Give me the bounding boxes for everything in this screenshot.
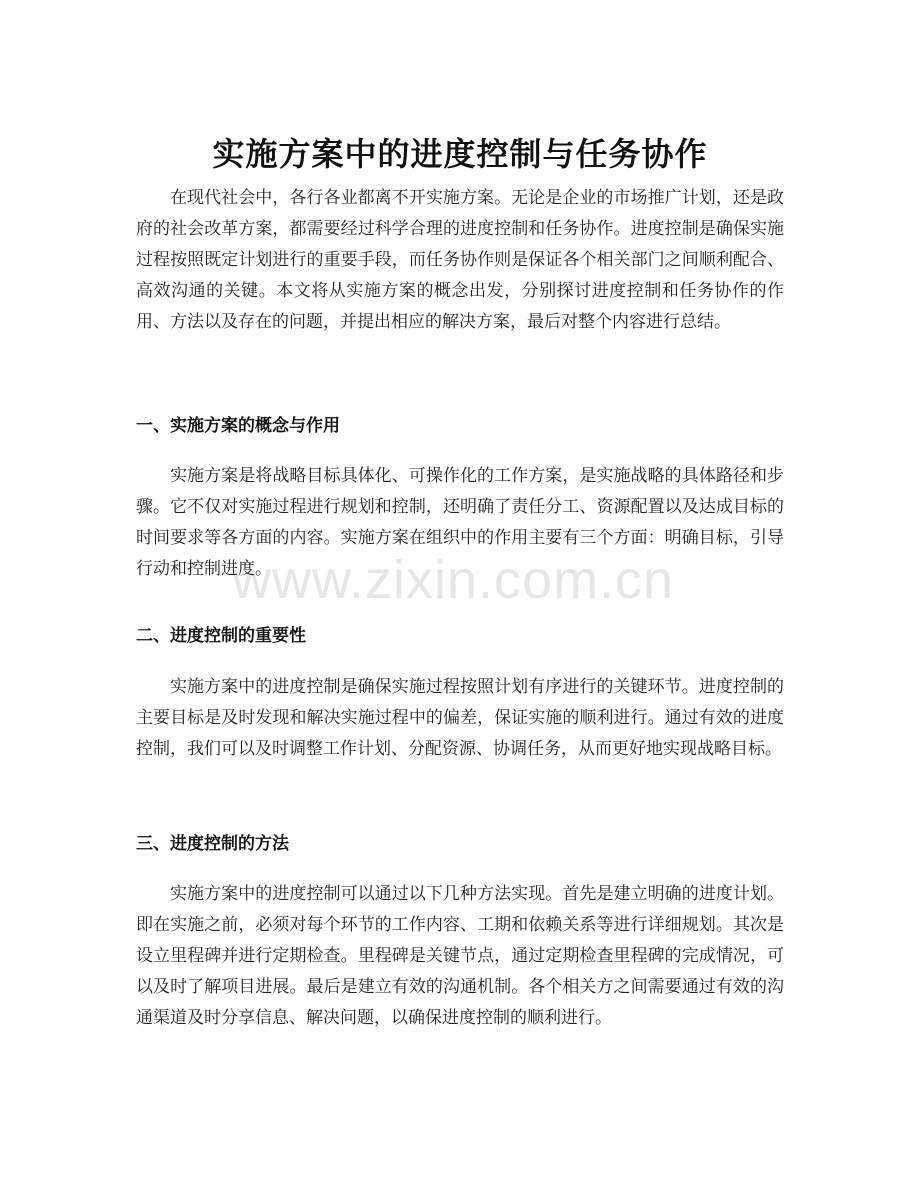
section-heading-3: 三、进度控制的方法 — [136, 834, 289, 854]
section-body-2: 实施方案中的进度控制是确保实施过程按照计划有序进行的关键环节。进度控制的主要目标是及时发现和解决实施过程中的偏差，保证实施的顺利进行。通过有效的进度控制，我们可以及时调整工作计划、分配资源、协调任务，从而更好地实现战略目标。 — [136, 677, 784, 759]
section-body-3: 实施方案中的进度控制可以通过以下几种方法实现。首先是建立明确的进度计划。即在实施之前，必须对每个环节的工作内容、工期和依赖关系等进行详细规划。其次是设立里程碑并进行定期检查。里程碑是关键节点，通过定期检查里程碑的完成情况，可以及时了解项目进展。最后是建立有效的沟通机制。各个相关方之间需要通过有效的沟通渠道及时分享信息、解决问题，以确保进度控制的顺利进行。 — [136, 884, 784, 1028]
section-heading-1: 一、实施方案的概念与作用 — [136, 416, 340, 436]
section-heading-2: 二、进度控制的重要性 — [136, 626, 306, 646]
section-body-1: 实施方案是将战略目标具体化、可操作化的工作方案，是实施战略的具体路径和步骤。它不仅对实施过程进行规划和控制，还明确了责任分工、资源配置以及达成目标的时间要求等各方面的内容。实施方案在组织中的作用主要有三个方面：明确目标，引导行动和控制进度。 — [136, 466, 784, 579]
document-title: 实施方案中的进度控制与任务协作 — [212, 135, 708, 174]
intro-paragraph: 在现代社会中，各行各业都离不开实施方案。无论是企业的市场推广计划，还是政府的社会改革方案，都需要经过科学合理的进度控制和任务协作。进度控制是确保实施过程按照既定计划进行的重要手段，而任务协作则是保证各个相关部门之间顺利配合、高效沟通的关键。本文将从实施方案的概念出发，分别探讨进度控制和任务协作的作用、方法以及存在的问题，并提出相应的解决方案，最后对整个内容进行总结。 — [136, 188, 784, 332]
watermark: www.zixin.com.cn — [232, 550, 675, 610]
